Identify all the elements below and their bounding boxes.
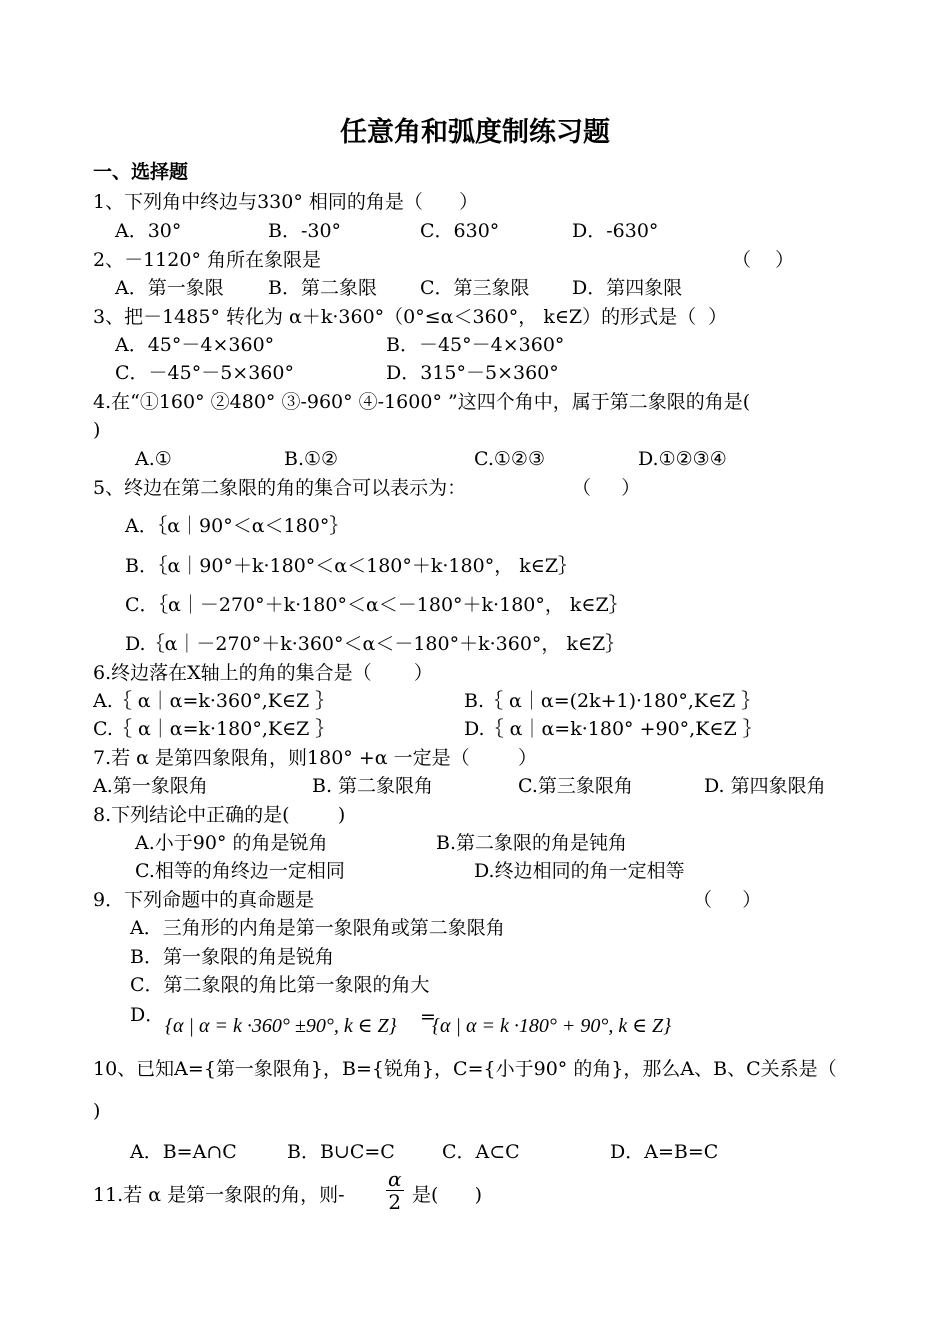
question-2-option-a: A．第一象限	[115, 277, 224, 299]
question-9-option-d-right-set: {α | α = k ·180° + 90°, k ∈ Z}	[432, 1015, 672, 1037]
question-3-option-a: A．45°－4×360°	[115, 334, 275, 356]
question-2-option-b: B．第二象限	[268, 277, 377, 299]
question-6-option-b: B.｛ α｜α=(2k+1)·180°,K∈Z ｝	[464, 690, 761, 712]
question-3-option-d: D．315°－5×360°	[386, 362, 559, 384]
question-4-option-c: C.①②③	[474, 448, 545, 470]
question-4-stem: 4.在“①160° ②480° ③-960° ④-1600° ”这四个角中，属于第二象限的角是(	[93, 391, 751, 413]
question-7-stem: 7.若 α 是第四象限角，则180° +α 一定是（ ）	[93, 747, 537, 769]
question-1-option-a: A．30°	[115, 220, 182, 242]
question-3-option-c: C．－45°－5×360°	[115, 362, 294, 384]
question-8-option-c: C.相等的角终边一定相同	[135, 860, 345, 882]
question-8-stem: 8.下列结论中正确的是( )	[93, 804, 346, 826]
question-10-option-b: B．B∪C=C	[287, 1141, 395, 1163]
question-1-stem: 1、下列角中终边与330° 相同的角是（ ）	[93, 191, 479, 213]
question-1-option-d: D．-630°	[572, 220, 659, 242]
question-1-option-c: C．630°	[420, 220, 500, 242]
question-3-option-b: B．－45°－4×360°	[386, 334, 565, 356]
question-7-option-a: A.第一象限角	[93, 775, 208, 797]
question-2-option-c: C．第三象限	[420, 277, 530, 299]
question-9-option-d-label: D．	[130, 1004, 165, 1026]
question-10-option-c: C．A⊂C	[442, 1141, 520, 1163]
question-4-option-b: B.①②	[284, 448, 339, 470]
question-9-option-d-left-set: {α | α = k ·360° ±90°, k ∈ Z}	[165, 1015, 397, 1037]
question-3-stem: 3、把－1485° 转化为 α＋k·360°（0°≤α＜360°， k∈Z）的形式是（ ）	[93, 306, 728, 328]
question-6-option-c: C.｛ α｜α=k·180°,K∈Z ｝	[93, 718, 335, 740]
question-9-option-d-equals: =	[420, 1006, 436, 1028]
question-6-option-d: D.｛ α｜α=k·180° +90°,K∈Z ｝	[464, 718, 762, 740]
question-5-option-d: D.｛α｜－270°＋k·360°＜α＜－180°＋k·360°， k∈Z｝	[125, 633, 625, 655]
question-2-stem: 2、－1120° 角所在象限是	[93, 249, 321, 271]
question-10-option-d: D．A=B=C	[610, 1141, 719, 1163]
question-9-option-a: A．三角形的内角是第一象限角或第二象限角	[130, 917, 505, 939]
question-11-fraction-denominator: 2	[388, 1190, 402, 1214]
question-4-stem-continuation: )	[93, 419, 101, 441]
page-title: 任意角和弧度制练习题	[340, 117, 610, 148]
question-9-option-b: B．第一象限的角是锐角	[130, 946, 334, 968]
question-5-stem: 5、终边在第二象限的角的集合可以表示为：	[93, 477, 467, 499]
question-10-option-a: A．B=A∩C	[130, 1141, 237, 1163]
question-11-fraction	[386, 1168, 404, 1213]
question-7-option-b: B. 第二象限角	[312, 775, 434, 797]
question-9-stem: 9．下列命题中的真命题是	[93, 889, 315, 911]
question-9-option-c: C．第二象限的角比第一象限的角大	[130, 974, 430, 996]
question-5-answer-paren: （ ）	[572, 477, 641, 499]
question-2-answer-paren: （ ）	[732, 249, 795, 271]
question-7-option-c: C.第三象限角	[518, 775, 633, 797]
question-11-stem: 11.若 α 是第一象限的角，则-	[93, 1184, 345, 1206]
question-11-fraction-numerator: α	[388, 1167, 402, 1191]
question-4-option-d: D.①②③④	[638, 448, 727, 470]
question-4-option-a: A.①	[135, 448, 172, 470]
question-11-stem-end: 是( )	[412, 1184, 483, 1206]
section-heading: 一、选择题	[93, 161, 189, 183]
question-6-stem: 6.终边落在X轴上的角的集合是（ ）	[93, 662, 433, 684]
question-5-option-b: B．｛α｜90°＋k·180°＜α＜180°＋k·180°， k∈Z｝	[125, 555, 578, 577]
question-1-option-b: B．-30°	[268, 220, 342, 242]
question-8-option-b: B.第二象限的角是钝角	[436, 832, 628, 854]
question-6-option-a: A.｛ α｜α=k·360°,K∈Z ｝	[93, 690, 335, 712]
question-10-stem-continuation: )	[93, 1100, 101, 1122]
question-8-option-d: D.终边相同的角一定相等	[474, 860, 685, 882]
question-5-option-c: C．｛α｜－270°＋k·180°＜α＜－180°＋k·180°， k∈Z｝	[125, 594, 628, 616]
question-10-stem: 10、已知A={第一象限角}，B={锐角}，C={小于90° 的角}，那么A、B、C关系是（	[93, 1058, 837, 1080]
question-5-option-a: A．｛α｜90°＜α＜180°｝	[125, 515, 349, 537]
question-8-option-a: A.小于90° 的角是锐角	[135, 832, 328, 854]
question-2-option-d: D．第四象限	[572, 277, 683, 299]
question-7-option-d: D. 第四象限角	[704, 775, 826, 797]
question-9-answer-paren: （ ）	[693, 889, 762, 911]
